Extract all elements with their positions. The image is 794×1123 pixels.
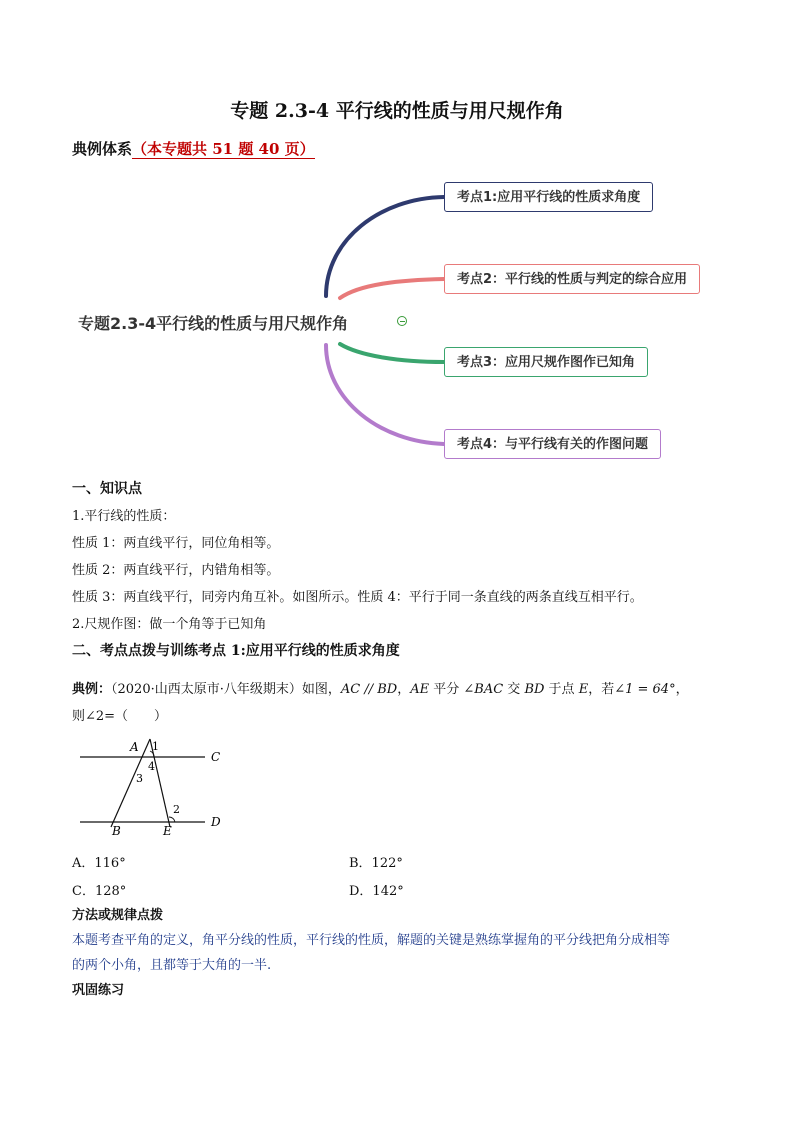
- example-text: 交: [503, 682, 525, 697]
- option-a[interactable]: A．116°: [72, 856, 126, 871]
- method-section: [72, 903, 742, 1003]
- knowledge-heading: 一、知识点: [72, 481, 142, 497]
- example-label: 典例：: [72, 682, 112, 697]
- math-expr: BD: [524, 682, 545, 697]
- label-angle-1: 1: [152, 740, 159, 753]
- label-B: B: [112, 824, 121, 838]
- math-expr: AE: [410, 682, 430, 697]
- mind-map-center: 专题2.3-4平行线的性质与用尺规作角: [78, 314, 349, 333]
- example-problem: [72, 676, 742, 730]
- label-angle-4: 4: [148, 760, 155, 773]
- collapse-icon[interactable]: [397, 316, 407, 326]
- knowledge-line: 1.平行线的性质：: [72, 509, 176, 524]
- example-text: ，若: [588, 682, 615, 697]
- example-source: （2020·山西太原市·八年级期末）如图，: [111, 682, 341, 697]
- section2-heading: 二、考点点拨与训练考点 1:应用平行线的性质求角度: [72, 643, 400, 659]
- mind-map-node-2[interactable]: 考点2：平行线的性质与判定的综合应用: [444, 264, 700, 294]
- example-line-2: 则∠2=（ ）: [72, 709, 168, 724]
- label-angle-3: 3: [136, 772, 143, 785]
- mind-map-node-1[interactable]: 考点1:应用平行线的性质求角度: [444, 182, 653, 212]
- example-text: 平分: [429, 682, 464, 697]
- math-expr: E: [578, 682, 589, 697]
- example-text: ，: [397, 682, 411, 697]
- label-A: A: [130, 740, 139, 754]
- example-text: ，: [675, 682, 689, 697]
- method-text-1: 本题考查平角的定义，角平分线的性质，平行线的性质，解题的关键是熟练掌握角的平分线把角分成相等: [72, 933, 671, 948]
- system-heading: [72, 138, 315, 159]
- method-text-2: 的两个小角，且都等于大角的一半.: [72, 958, 272, 973]
- connector-2: [340, 279, 444, 298]
- connector-3: [340, 344, 444, 362]
- label-angle-2: 2: [173, 803, 180, 816]
- angle-arc-2: [169, 817, 175, 822]
- mind-map: [60, 170, 760, 470]
- mind-map-node-4[interactable]: 考点4：与平行线有关的作图问题: [444, 429, 661, 459]
- math-expr: ∠BAC: [463, 682, 504, 697]
- page-title: 专题 2.3-4 平行线的性质与用尺规作角: [230, 100, 564, 122]
- example-line-1: [72, 676, 742, 703]
- practice-heading: 巩固练习: [72, 983, 125, 998]
- knowledge-line: 2.尺规作图：做一个角等于已知角: [72, 617, 267, 632]
- example-text: 于点: [544, 682, 579, 697]
- system-note: （本专题共 51 题 40 页）: [132, 140, 315, 158]
- option-d[interactable]: D．142°: [349, 884, 404, 899]
- label-C: C: [211, 750, 221, 764]
- method-heading: 方法或规律点拨: [72, 908, 164, 923]
- knowledge-line: 性质 1：两直线平行，同位角相等。: [72, 536, 280, 551]
- label-D: D: [211, 815, 221, 829]
- option-b[interactable]: B．122°: [349, 856, 403, 871]
- math-expr: ∠1 = 64°: [614, 682, 676, 697]
- math-expr: AC // BD: [340, 682, 398, 697]
- geometry-figure: [70, 735, 240, 840]
- label-E: E: [163, 824, 172, 838]
- option-c[interactable]: C．128°: [72, 884, 127, 899]
- knowledge-section: [72, 476, 732, 665]
- knowledge-line: 性质 2：两直线平行，内错角相等。: [72, 563, 280, 578]
- mind-map-node-3[interactable]: 考点3：应用尺规作图作已知角: [444, 347, 648, 377]
- system-label: 典例体系: [72, 140, 133, 158]
- geometry-diagram: [70, 735, 240, 840]
- knowledge-line: 性质 3：两直线平行，同旁内角互补。如图所示。性质 4：平行于同一条直线的两条直线互相平行。: [72, 590, 643, 605]
